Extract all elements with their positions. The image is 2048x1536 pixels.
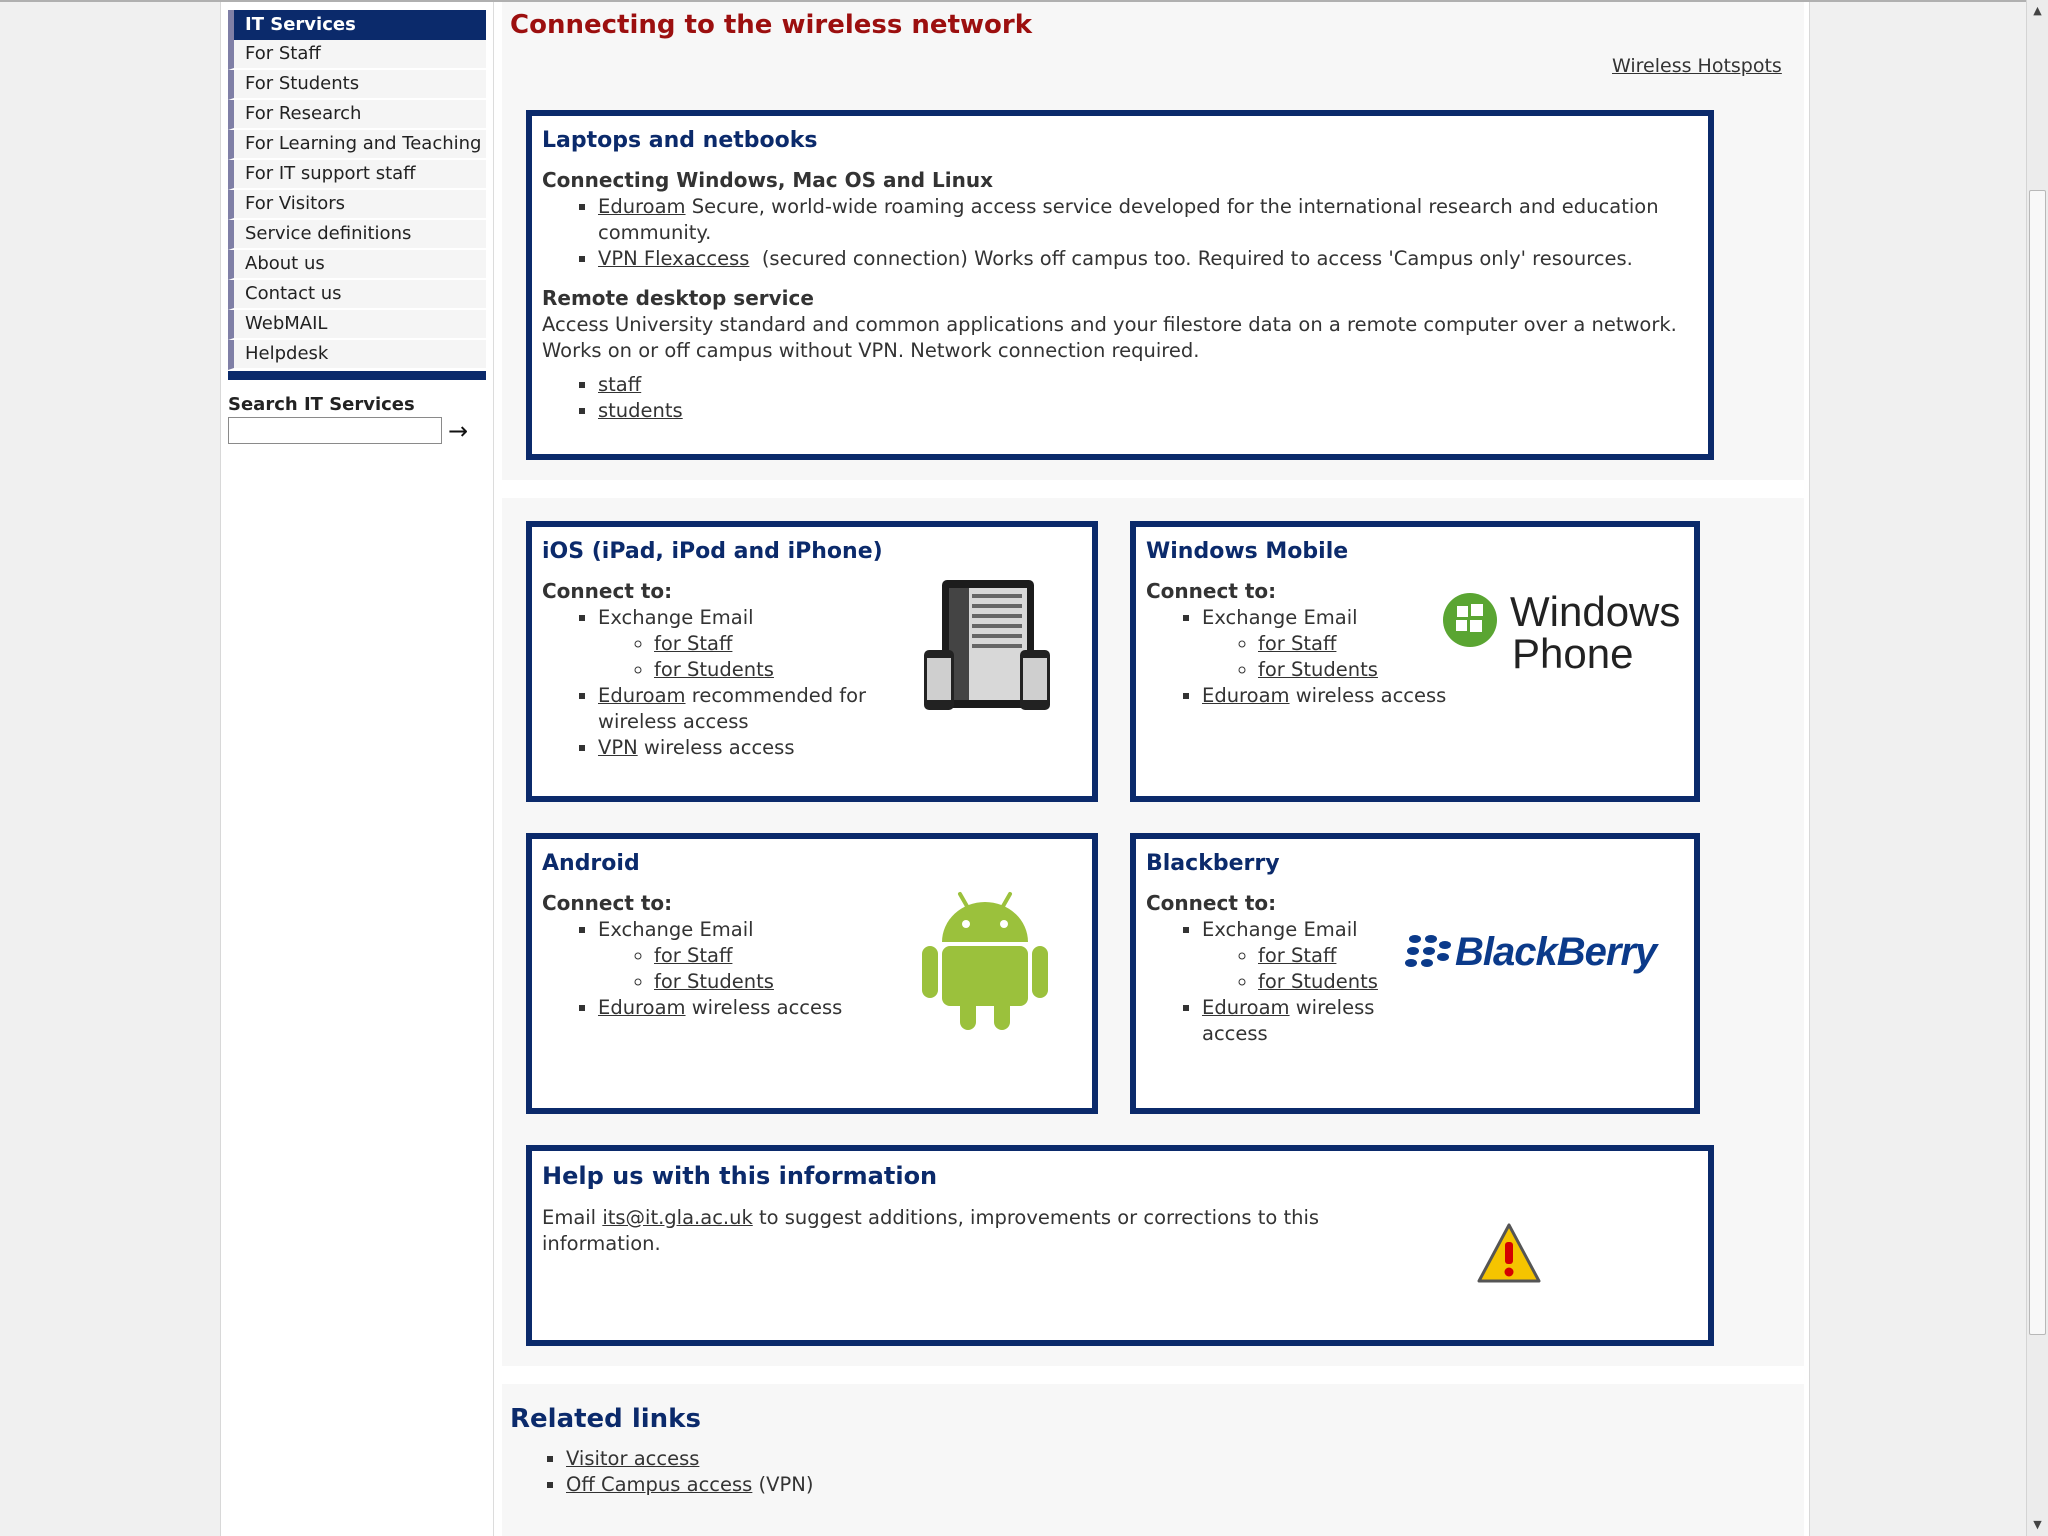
exchange-email-label: Exchange Email xyxy=(598,918,754,941)
sidebar-item-it-support-staff[interactable]: For IT support staff xyxy=(228,160,486,190)
sidebar-item-for-visitors[interactable]: For Visitors xyxy=(228,190,486,220)
sidebar-item-for-staff[interactable]: For Staff xyxy=(228,40,486,70)
exchange-email-label: Exchange Email xyxy=(598,606,754,629)
blackberry-logo xyxy=(1405,926,1680,982)
list-item xyxy=(1202,917,1406,995)
remote-desktop-links xyxy=(542,372,1698,424)
android-title: Android xyxy=(542,851,640,876)
windows-phone-logo-line1: Windows xyxy=(1510,588,1681,635)
winmobile-exchange-students-link[interactable]: for Students xyxy=(1258,658,1378,681)
blackberry-eduroam-link[interactable]: Eduroam xyxy=(1202,996,1290,1019)
page-title: Connecting to the wireless network xyxy=(510,10,1032,40)
list-item xyxy=(598,605,872,683)
winmobile-eduroam-link[interactable]: Eduroam xyxy=(1202,684,1290,707)
list-item xyxy=(598,735,872,761)
blackberry-eduroam-text: wireless access xyxy=(1202,996,1375,1045)
blackberry-dots-icon xyxy=(1405,934,1453,970)
related-links-title: Related links xyxy=(510,1404,701,1434)
laptops-subtitle: Connecting Windows, Mac OS and Linux xyxy=(542,168,993,192)
list-item xyxy=(1258,943,1406,969)
scroll-up-arrow-icon[interactable]: ▲ xyxy=(2033,4,2042,17)
windows-phone-logo-line2: Phone xyxy=(1512,630,1634,677)
ios-list xyxy=(542,605,872,761)
android-exchange-staff-link[interactable]: for Staff xyxy=(654,944,733,967)
list-item xyxy=(1258,969,1406,995)
exchange-sublist xyxy=(1202,943,1406,995)
wireless-hotspots-link[interactable]: Wireless Hotspots xyxy=(1612,55,1782,77)
ios-connect-label: Connect to: xyxy=(542,579,673,603)
search-row xyxy=(228,417,486,444)
warning-icon xyxy=(1476,1222,1542,1284)
sidebar-item-helpdesk[interactable]: Helpdesk xyxy=(228,340,486,370)
sidebar-item-contact-us[interactable]: Contact us xyxy=(228,280,486,310)
list-item xyxy=(566,1446,813,1472)
ios-eduroam-link[interactable]: Eduroam xyxy=(598,684,686,707)
windows-flag-icon xyxy=(1442,592,1498,648)
blackberry-logo-text: BlackBerry xyxy=(1455,930,1657,974)
ios-vpn-link[interactable]: VPN xyxy=(598,736,638,759)
help-text-before: Email xyxy=(542,1206,603,1229)
android-eduroam-text: wireless access xyxy=(685,996,843,1019)
sidebar-item-about-us[interactable]: About us xyxy=(228,250,486,280)
remote-students-link[interactable]: students xyxy=(598,399,683,422)
ios-devices-icon xyxy=(922,578,1052,714)
sidebar-item-service-definitions[interactable]: Service definitions xyxy=(228,220,486,250)
windows-mobile-title: Windows Mobile xyxy=(1146,539,1349,564)
help-text xyxy=(542,1205,1362,1257)
visitor-access-link[interactable]: Visitor access xyxy=(566,1447,700,1470)
list-item xyxy=(598,683,872,735)
vertical-scrollbar[interactable] xyxy=(2026,0,2048,1536)
search-submit-arrow-icon[interactable]: → xyxy=(448,416,469,445)
list-item xyxy=(1202,995,1406,1047)
vpn-flexaccess-link[interactable]: VPN Flexaccess xyxy=(598,247,750,270)
off-campus-suffix: (VPN) xyxy=(752,1473,814,1496)
related-links-list xyxy=(510,1446,813,1498)
list-item xyxy=(654,657,872,683)
winmobile-exchange-staff-link[interactable]: for Staff xyxy=(1258,632,1337,655)
sidebar-nav xyxy=(228,10,486,444)
exchange-email-label: Exchange Email xyxy=(1202,606,1358,629)
android-exchange-students-link[interactable]: for Students xyxy=(654,970,774,993)
ios-title: iOS (iPad, iPod and iPhone) xyxy=(542,539,883,564)
remote-staff-link[interactable]: staff xyxy=(598,373,642,396)
search-input[interactable] xyxy=(228,417,442,444)
blackberry-exchange-staff-link[interactable]: for Staff xyxy=(1258,944,1337,967)
blackberry-connect-label: Connect to: xyxy=(1146,891,1277,915)
ios-exchange-staff-link[interactable]: for Staff xyxy=(654,632,733,655)
android-connect-label: Connect to: xyxy=(542,891,673,915)
ios-exchange-students-link[interactable]: for Students xyxy=(654,658,774,681)
list-item xyxy=(654,631,872,657)
android-robot-icon xyxy=(920,890,1050,1032)
laptops-title: Laptops and netbooks xyxy=(542,128,818,153)
ios-eduroam-text: recommended for wireless access xyxy=(598,684,867,733)
sidebar-header[interactable]: IT Services xyxy=(228,10,486,40)
remote-desktop-title: Remote desktop service xyxy=(542,286,814,310)
help-email-link[interactable]: its@it.gla.ac.uk xyxy=(602,1206,753,1229)
list-item xyxy=(598,194,1698,246)
list-item xyxy=(598,398,1698,424)
winmobile-connect-label: Connect to: xyxy=(1146,579,1277,603)
laptops-list xyxy=(542,194,1698,272)
windows-phone-logo xyxy=(1442,590,1692,690)
remote-desktop-text: Access University standard and common applications and your filestore data on a remote computer over a network. Works on or off campus without VPN. Network connection required. xyxy=(542,313,1677,362)
blackberry-list xyxy=(1146,917,1406,1047)
blackberry-exchange-students-link[interactable]: for Students xyxy=(1258,970,1378,993)
ios-vpn-text: wireless access xyxy=(637,736,795,759)
winmobile-eduroam-text: wireless access xyxy=(1289,684,1447,707)
blackberry-title: Blackberry xyxy=(1146,851,1280,876)
exchange-sublist xyxy=(598,631,872,683)
sidebar-item-for-students[interactable]: For Students xyxy=(228,70,486,100)
eduroam-description: Secure, world-wide roaming access service developed for the international research and education community. xyxy=(598,195,1659,244)
help-title: Help us with this information xyxy=(542,1162,938,1190)
eduroam-link[interactable]: Eduroam xyxy=(598,195,686,218)
exchange-email-label: Exchange Email xyxy=(1202,918,1358,941)
search-label: Search IT Services xyxy=(228,394,415,415)
vpn-description: (secured connection) Works off campus too. Required to access 'Campus only' resources. xyxy=(749,247,1633,270)
off-campus-access-link[interactable]: Off Campus access xyxy=(566,1473,753,1496)
sidebar-item-learning-teaching[interactable]: For Learning and Teaching xyxy=(228,130,486,160)
sidebar-item-webmail[interactable]: WebMAIL xyxy=(228,310,486,340)
laptops-box xyxy=(526,110,1714,460)
help-text-after: to suggest additions, improvements or corrections to this information. xyxy=(542,1206,1320,1255)
column-divider xyxy=(493,2,494,1536)
list-item xyxy=(598,246,1698,272)
scrollbar-thumb[interactable] xyxy=(2029,190,2046,1335)
sidebar-item-for-research[interactable]: For Research xyxy=(228,100,486,130)
sidebar-bottom-bar xyxy=(228,371,486,380)
list-item xyxy=(566,1472,813,1498)
scroll-down-arrow-icon[interactable]: ▼ xyxy=(2033,1518,2042,1531)
list-item xyxy=(598,372,1698,398)
android-eduroam-link[interactable]: Eduroam xyxy=(598,996,686,1019)
